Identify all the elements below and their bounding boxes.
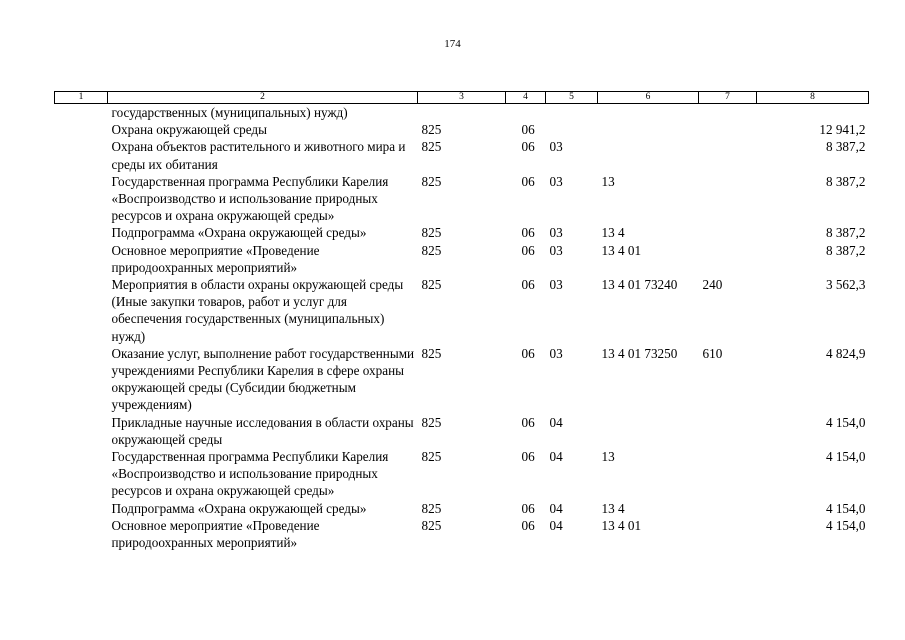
cell-section-code: 06	[521, 225, 535, 241]
cell-subsection-code: 04	[549, 414, 563, 430]
cell-ministry-code: 825	[421, 139, 442, 155]
cell-section-code: 06	[521, 517, 535, 533]
cell-blank	[55, 345, 108, 414]
cell-section-code: 06	[521, 122, 535, 138]
cell-blank	[55, 242, 108, 276]
cell-ministry-code: 825	[421, 500, 442, 516]
cell-target-article: 13 4 01	[601, 517, 642, 533]
cell-blank	[55, 173, 108, 225]
cell-section-code: 06	[521, 449, 535, 465]
budget-table	[54, 91, 869, 551]
cell-subsection-code: 04	[549, 500, 563, 516]
header-col-4: 4	[506, 92, 546, 104]
cell-name: Охрана окружающей среды	[111, 122, 267, 138]
table-row	[55, 500, 869, 517]
table-row	[55, 345, 869, 414]
table-row	[55, 104, 869, 122]
header-row	[55, 92, 869, 104]
table-row	[55, 173, 869, 225]
cell-section-code: 06	[521, 139, 535, 155]
cell-section-code: 06	[521, 242, 535, 258]
cell-target-article: 13	[601, 449, 615, 465]
cell-amount: 8 387,2	[825, 139, 866, 155]
table-row	[55, 448, 869, 500]
cell-subsection-code	[546, 104, 598, 122]
cell-name: Мероприятия в области охраны окружающей среды (Иные закупки товаров, работ и услуг для обеспечения государственных (муниципальных) нужд)	[111, 277, 404, 344]
table-row	[55, 224, 869, 241]
cell-amount: 4 154,0	[825, 500, 866, 516]
cell-ministry-code: 825	[421, 277, 442, 293]
cell-target-article: 13	[601, 173, 615, 189]
cell-section-code	[506, 104, 546, 122]
cell-ministry-code: 825	[421, 173, 442, 189]
cell-target-article: 13 4 01	[601, 242, 642, 258]
cell-target-article: 13 4 01 73240	[601, 277, 678, 293]
cell-expense-type	[699, 448, 757, 500]
cell-blank	[55, 224, 108, 241]
cell-amount: 4 824,9	[825, 345, 866, 361]
cell-target-article	[598, 414, 699, 448]
cell-amount: 8 387,2	[825, 225, 866, 241]
cell-ministry-code: 825	[421, 345, 442, 361]
page-number: 174	[444, 38, 461, 50]
cell-amount: 8 387,2	[825, 242, 866, 258]
cell-blank	[55, 276, 108, 345]
cell-expense-type: 610	[702, 345, 723, 361]
cell-amount: 4 154,0	[825, 517, 866, 533]
cell-expense-type	[699, 224, 757, 241]
cell-subsection-code: 03	[549, 277, 563, 293]
cell-blank	[55, 138, 108, 172]
cell-name: государственных (муниципальных) нужд)	[111, 105, 348, 120]
cell-blank	[55, 414, 108, 448]
cell-subsection-code: 03	[549, 173, 563, 189]
cell-amount: 4 154,0	[825, 414, 866, 430]
cell-blank	[55, 500, 108, 517]
header-col-5: 5	[546, 92, 598, 104]
cell-target-article: 13 4 01 73250	[601, 345, 678, 361]
table-row	[55, 414, 869, 448]
cell-ministry-code: 825	[421, 225, 442, 241]
cell-name: Охрана объектов растительного и животного мира и среды их обитания	[111, 139, 406, 172]
cell-subsection-code: 03	[549, 139, 563, 155]
cell-blank	[55, 121, 108, 138]
cell-expense-type	[699, 414, 757, 448]
cell-name: Оказание услуг, выполнение работ государственными учреждениями Республики Карелия в сфере охраны окружающей среды (Субсидии бюджетным учреждениям)	[111, 345, 415, 413]
cell-expense-type	[699, 104, 757, 122]
cell-name: Основное мероприятие «Проведение природоохранных мероприятий»	[111, 517, 320, 551]
cell-name: Прикладные научные исследования в области охраны окружающей среды	[111, 414, 414, 447]
cell-expense-type	[699, 242, 757, 276]
cell-name: Основное мероприятие «Проведение природоохранных мероприятий»	[111, 242, 320, 275]
cell-name: Подпрограмма «Охрана окружающей среды»	[111, 500, 367, 516]
cell-target-article: 13 4	[601, 225, 625, 241]
cell-subsection-code: 03	[549, 345, 563, 361]
cell-expense-type	[699, 500, 757, 517]
cell-section-code: 06	[521, 345, 535, 361]
header-col-7: 7	[699, 92, 757, 104]
header-col-2: 2	[108, 92, 418, 104]
table-row	[55, 138, 869, 172]
cell-name: Подпрограмма «Охрана окружающей среды»	[111, 225, 367, 241]
table-body	[55, 104, 869, 552]
table-row	[55, 276, 869, 345]
cell-ministry-code: 825	[421, 242, 442, 258]
cell-subsection-code: 04	[549, 517, 563, 533]
header-col-6: 6	[598, 92, 699, 104]
cell-subsection-code: 03	[549, 225, 563, 241]
cell-name: Государственная программа Республики Карелия «Воспроизводство и использование природных ресурсов и охрана окружающей среды»	[111, 449, 389, 499]
cell-section-code: 06	[521, 500, 535, 516]
cell-subsection-code: 04	[549, 449, 563, 465]
cell-blank	[55, 104, 108, 122]
cell-subsection-code	[546, 121, 598, 138]
table-row	[55, 121, 869, 138]
cell-expense-type	[699, 121, 757, 138]
cell-ministry-code: 825	[421, 122, 442, 138]
header-col-8: 8	[757, 92, 869, 104]
cell-section-code: 06	[521, 173, 535, 189]
cell-amount	[757, 104, 869, 122]
cell-ministry-code: 825	[421, 449, 442, 465]
header-col-3: 3	[418, 92, 506, 104]
cell-subsection-code: 03	[549, 242, 563, 258]
cell-amount: 12 941,2	[819, 122, 866, 138]
table-row	[55, 242, 869, 276]
cell-target-article	[598, 138, 699, 172]
cell-expense-type	[699, 517, 757, 551]
cell-target-article: 13 4	[601, 500, 625, 516]
cell-section-code: 06	[521, 414, 535, 430]
header-col-1: 1	[55, 92, 108, 104]
cell-expense-type	[699, 173, 757, 225]
cell-name: Государственная программа Республики Карелия «Воспроизводство и использование природных ресурсов и охрана окружающей среды»	[111, 173, 389, 224]
cell-blank	[55, 517, 108, 551]
cell-blank	[55, 448, 108, 500]
cell-amount: 3 562,3	[825, 277, 866, 293]
cell-target-article	[598, 104, 699, 122]
cell-ministry-code: 825	[421, 414, 442, 430]
cell-ministry-code	[418, 104, 506, 122]
cell-amount: 4 154,0	[825, 449, 866, 465]
cell-expense-type	[699, 138, 757, 172]
table-header	[55, 92, 869, 104]
cell-amount: 8 387,2	[825, 173, 866, 189]
table-row	[55, 517, 869, 551]
cell-target-article	[598, 121, 699, 138]
cell-ministry-code: 825	[421, 517, 442, 533]
cell-expense-type: 240	[702, 277, 723, 293]
cell-section-code: 06	[521, 277, 535, 293]
